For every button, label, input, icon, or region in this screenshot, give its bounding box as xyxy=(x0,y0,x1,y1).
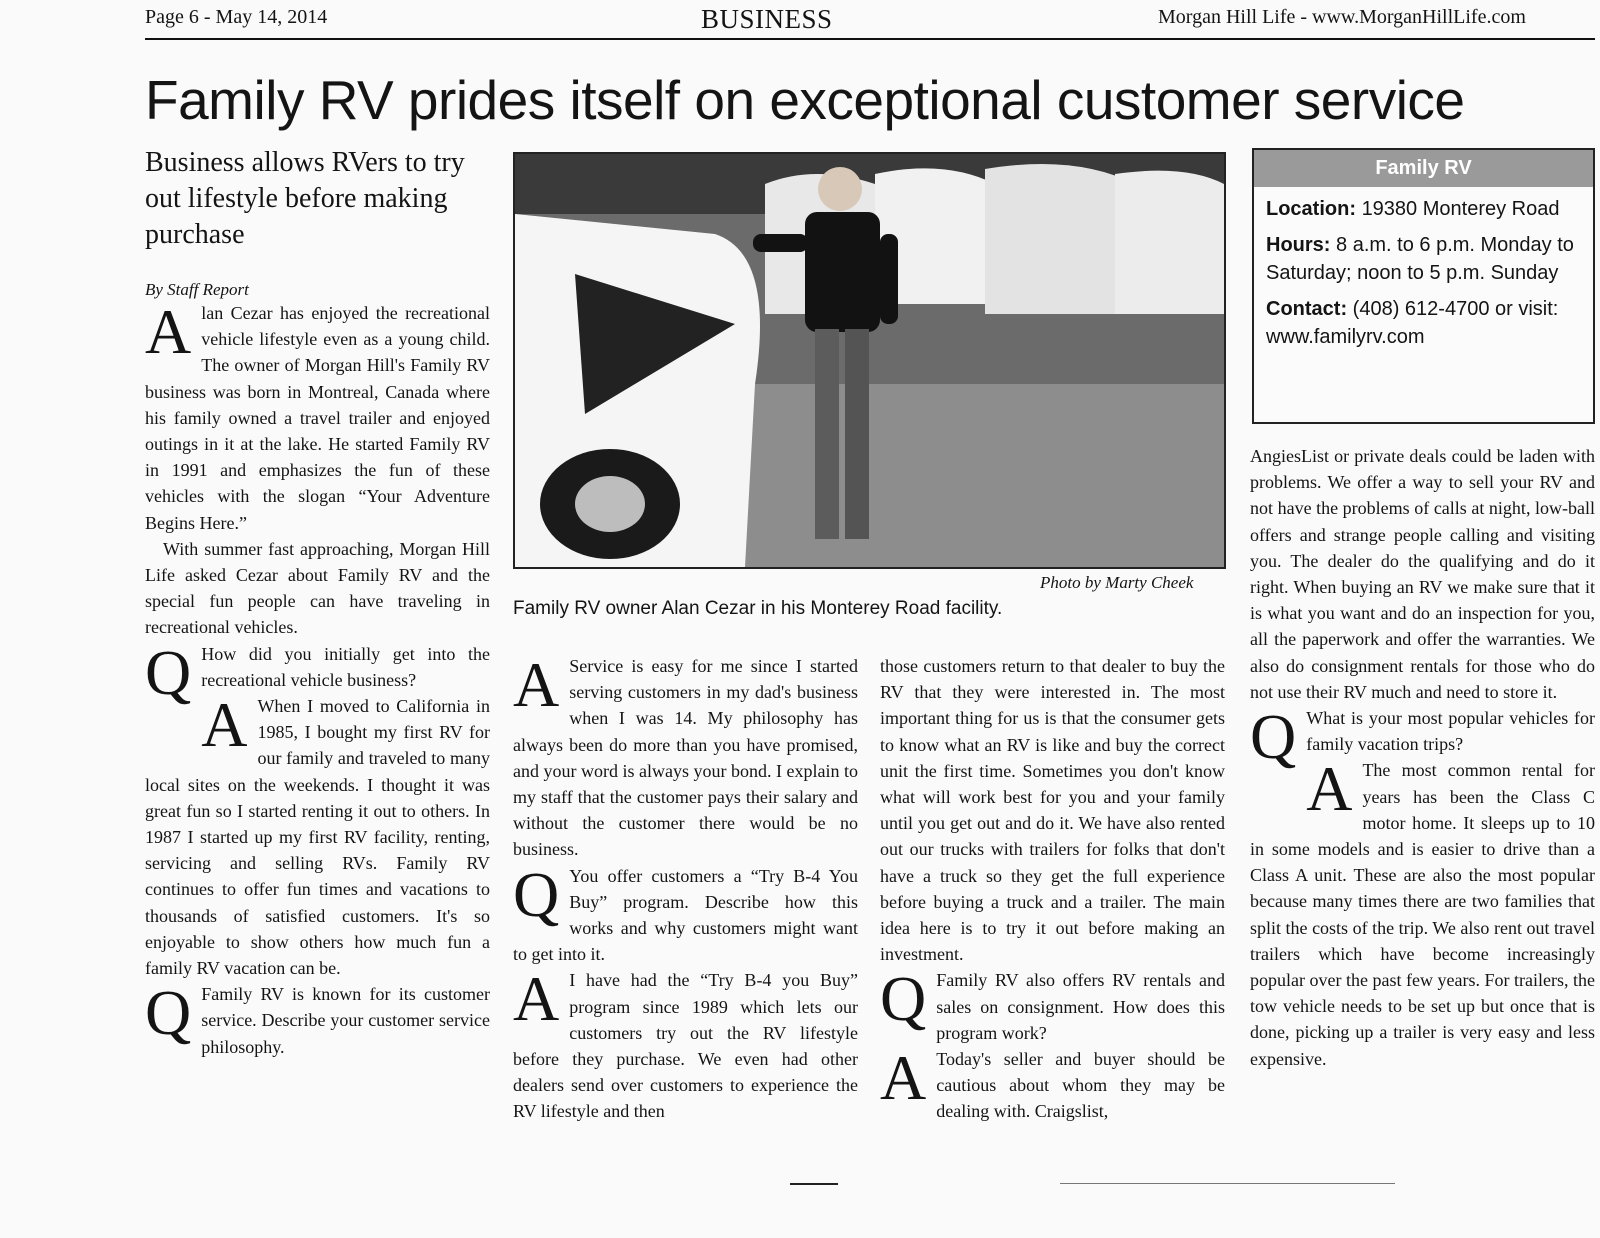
info-contact: Contact: (408) 612-4700 or visit: www.familyrv.com xyxy=(1266,298,1559,348)
question-5: What is your most popular vehicles for family vacation trips? xyxy=(1306,708,1595,755)
question-2: Family RV is known for its customer service. Describe your customer service philosophy. xyxy=(201,984,490,1057)
paper-name: Morgan Hill Life - www.MorganHillLife.com xyxy=(1158,6,1526,28)
question-drop: Q xyxy=(513,858,560,930)
column-2 xyxy=(513,649,858,1125)
answer-5: The most common rental for years has been the Class C motor home. It sleeps up to 10 in some models and is easier to drive than a Class A unit. These are also the most popular because many times there are two families that split the costs of the trip. We also rent out travel trailers which have become increasingly popular over the past few years. For trailers, the tow vehicle needs to be set up but once that is done, picking up a trailer is very easy and less expensive. xyxy=(1250,760,1595,1069)
answer-2: Service is easy for me since I started serving customers in my dad's business when I was 14. My philosophy has always been do more than you have promised, and your word is always your bond. I explain to my staff that the customer pays their salary and without the customer there would be no business. xyxy=(513,656,858,860)
photo-illustration xyxy=(515,154,1224,567)
bottom-rule xyxy=(1060,1183,1395,1184)
deck: Business allows RVers to try out lifestyle before making purchase xyxy=(145,147,465,250)
answer-3: I have had the “Try B-4 you Buy” program since 1989 which lets our customers try out the RV lifestyle before they purchase. We even had other dealers send over customers to experience the RV lifestyle and then xyxy=(513,970,858,1122)
column-1 xyxy=(145,296,490,1060)
info-hours: Hours: 8 a.m. to 6 p.m. Monday to Saturday; noon to 5 p.m. Sunday xyxy=(1266,234,1574,284)
question-3: You offer customers a “Try B-4 You Buy” program. Describe how this works and why customers might want to get into it. xyxy=(513,865,858,965)
answer-4: Today's seller and buyer should be cautious about whom they may be dealing with. Craigslist, xyxy=(936,1049,1225,1122)
byline: By Staff Report xyxy=(145,280,249,299)
paragraph: With summer fast approaching, Morgan Hill Life asked Cezar about Family RV and the special fun people can have traveling in recreational vehicles. xyxy=(145,538,490,638)
section-label: BUSINESS xyxy=(701,4,833,34)
question-drop: Q xyxy=(145,977,192,1049)
answer-drop: A xyxy=(513,649,560,720)
question-drop: Q xyxy=(880,963,927,1035)
photo-caption: Family RV owner Alan Cezar in his Monterey Road facility. xyxy=(513,598,1003,619)
photo-credit: Photo by Marty Cheek xyxy=(1040,573,1194,592)
column-3 xyxy=(880,653,1225,1125)
info-box-title: Family RV xyxy=(1254,150,1593,187)
question-4: Family RV also offers RV rentals and sales on consignment. How does this program work? xyxy=(936,970,1225,1043)
question-drop: Q xyxy=(145,636,192,708)
info-box xyxy=(1252,148,1595,424)
drop-cap: A xyxy=(145,296,192,367)
answer-drop: A xyxy=(201,689,248,761)
page-info: Page 6 - May 14, 2014 xyxy=(145,6,328,28)
column-4 xyxy=(1250,443,1595,1072)
info-location: Location: 19380 Monterey Road xyxy=(1266,198,1560,220)
answer-1: When I moved to California in 1985, I bought my first RV for our family and traveled to many local sites on the weekends. I thought it was great fun so I started renting it out to others. In 1987 I started up my first RV facility, renting, servicing and selling RVs. Family RV continues to offer fun times and vacations to thousands of satisfied customers. It's so enjoyable to show others how much fun a family RV vacation can be. xyxy=(145,696,490,979)
answer-drop: A xyxy=(880,1042,927,1114)
answer-drop: A xyxy=(1306,753,1353,825)
question-drop: Q xyxy=(1250,701,1297,773)
photo-owner xyxy=(513,152,1226,569)
answer-4-continued: AngiesList or private deals could be laden with problems. We offer a way to sell your RV and not have the problems of calls at night, low-ball offers and strange people calling and visiting you. The dealer do the qualifying and do it right. When buying an RV we make sure that it is what you want and do an inspection for you, all the paperwork and offer the warranties. We also do consignment rentals for those who do not use their RV much and need to store it. xyxy=(1250,446,1595,702)
header-rule xyxy=(145,38,1595,40)
answer-3-continued: those customers return to that dealer to buy the RV that they were interested in. The most important thing for us is that the consumer gets to know what an RV is like and buy the correct unit the first time. Sometimes you don't know what will work best for you and your family until you get out and do it. We have also rented out our trucks with trailers for folks that don't have a truck so they get the full experience before buying a truck and a trailer. The main idea here is to try it out before making an investment. xyxy=(880,656,1225,965)
question-1: How did you initially get into the recreational vehicle business? xyxy=(201,643,490,690)
headline: Family RV prides itself on exceptional customer service xyxy=(145,69,1465,131)
end-rule xyxy=(790,1183,838,1185)
answer-drop: A xyxy=(513,963,560,1035)
lead-paragraph: lan Cezar has enjoyed the recreational vehicle lifestyle even as a young child. The owner of Morgan Hill's Family RV business was born in Montreal, Canada where his family owned a travel trailer and enjoyed outings in it at the lake. He started Family RV in 1991 and emphasizes the fun of these vehicles with the slogan “Your Adventure Begins Here.” xyxy=(145,303,490,533)
